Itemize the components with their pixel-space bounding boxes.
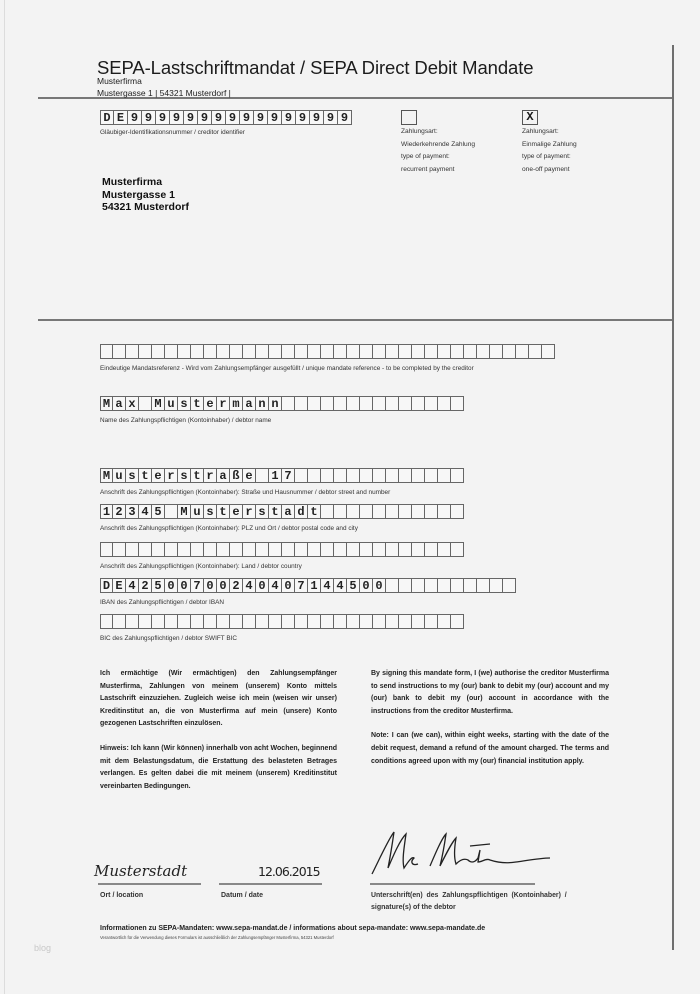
char-box[interactable] bbox=[165, 344, 178, 359]
char-box[interactable] bbox=[516, 344, 529, 359]
char-box[interactable] bbox=[282, 614, 295, 629]
char-box[interactable]: m bbox=[230, 396, 243, 411]
char-box[interactable] bbox=[477, 578, 490, 593]
char-box[interactable] bbox=[334, 504, 347, 519]
char-box[interactable] bbox=[412, 344, 425, 359]
char-box[interactable] bbox=[269, 344, 282, 359]
char-box[interactable] bbox=[399, 542, 412, 557]
char-box[interactable] bbox=[360, 614, 373, 629]
char-box[interactable]: s bbox=[256, 504, 269, 519]
char-box[interactable]: x bbox=[126, 396, 139, 411]
char-box[interactable]: n bbox=[256, 396, 269, 411]
char-box[interactable] bbox=[165, 614, 178, 629]
mandate-authorisation-de: Ich ermächtige (Wir ermächtigen) den Zahlungsempfänger Musterfirma, Zahlungen von meinem (unserem) Konto mittels Lastschrift einzuziehen. Zugleich weise ich mein (weisen wir unser) Kreditinstitut an, die von Musterfirma auf mein (unsere) Konto gezogenen Lastschriften einzulösen. bbox=[100, 670, 337, 728]
char-box[interactable]: M bbox=[100, 396, 113, 411]
char-box[interactable]: 0 bbox=[282, 578, 295, 593]
char-box[interactable]: 2 bbox=[139, 578, 152, 593]
char-box[interactable]: e bbox=[243, 468, 256, 483]
section-divider bbox=[38, 319, 673, 321]
char-box[interactable]: 9 bbox=[212, 110, 226, 125]
mandate-reference-label: Eindeutige Mandatsreferenz - Wird vom Zahlungsempfänger ausgefüllt / unique mandate reference - to be completed by the creditor bbox=[100, 365, 474, 372]
char-box[interactable] bbox=[113, 542, 126, 557]
char-box[interactable] bbox=[399, 396, 412, 411]
char-box[interactable] bbox=[165, 504, 178, 519]
debtor-street-label: Anschrift des Zahlungspflichtigen (Kontoinhaber): Straße und Hausnummer / debtor street and number bbox=[100, 489, 391, 496]
payment-type-value-en: recurrent payment bbox=[401, 165, 455, 173]
char-box[interactable]: a bbox=[113, 396, 126, 411]
char-box[interactable] bbox=[438, 344, 451, 359]
char-box[interactable] bbox=[308, 614, 321, 629]
char-box[interactable] bbox=[230, 344, 243, 359]
char-box[interactable] bbox=[321, 614, 334, 629]
char-box[interactable] bbox=[139, 614, 152, 629]
char-box[interactable] bbox=[451, 578, 464, 593]
location-value[interactable]: Musterstadt bbox=[94, 862, 188, 880]
char-box[interactable] bbox=[139, 396, 152, 411]
mandate-text-german bbox=[100, 668, 337, 805]
char-box[interactable] bbox=[386, 614, 399, 629]
char-box[interactable] bbox=[360, 344, 373, 359]
payment-type-label-de: Zahlungsart: bbox=[522, 128, 559, 135]
header-company-address: Mustergasse 1 | 54321 Musterdorf | bbox=[97, 88, 231, 98]
char-box[interactable] bbox=[373, 542, 386, 557]
char-box[interactable]: s bbox=[204, 504, 217, 519]
debtor-name-field[interactable] bbox=[100, 396, 464, 411]
char-box[interactable]: 9 bbox=[156, 110, 170, 125]
footer-fineprint: Verantwortlich für die Verwendung dieses Formulars ist ausschließlich der Zahlungsempfänger Musterfirma, 54321 Musterdorf bbox=[100, 935, 334, 940]
char-box[interactable] bbox=[321, 542, 334, 557]
char-box[interactable] bbox=[360, 468, 373, 483]
char-box[interactable]: ß bbox=[230, 468, 243, 483]
char-box[interactable]: s bbox=[178, 468, 191, 483]
char-box[interactable]: 0 bbox=[256, 578, 269, 593]
right-margin-line bbox=[672, 45, 674, 950]
char-box[interactable]: 9 bbox=[240, 110, 254, 125]
char-box[interactable]: d bbox=[295, 504, 308, 519]
date-value[interactable]: 12.06.2015 bbox=[258, 864, 320, 879]
char-box[interactable]: a bbox=[243, 396, 256, 411]
recurrent-payment-checkbox[interactable] bbox=[401, 110, 417, 125]
char-box[interactable] bbox=[412, 504, 425, 519]
char-box[interactable] bbox=[529, 344, 542, 359]
char-box[interactable]: 9 bbox=[128, 110, 142, 125]
char-box[interactable]: 1 bbox=[100, 504, 113, 519]
char-box[interactable] bbox=[139, 344, 152, 359]
char-box[interactable]: 0 bbox=[360, 578, 373, 593]
char-box[interactable]: 9 bbox=[324, 110, 338, 125]
watermark: blog bbox=[34, 943, 52, 953]
char-box[interactable]: 9 bbox=[198, 110, 212, 125]
char-box[interactable] bbox=[451, 344, 464, 359]
char-box[interactable]: 4 bbox=[139, 504, 152, 519]
char-box[interactable] bbox=[386, 344, 399, 359]
char-box[interactable] bbox=[334, 344, 347, 359]
creditor-identifier-field[interactable] bbox=[100, 110, 352, 125]
one-off-payment-checkbox[interactable]: X bbox=[522, 110, 538, 125]
char-box[interactable]: r bbox=[217, 396, 230, 411]
mandate-note-de: Hinweis: Ich kann (Wir können) innerhalb von acht Wochen, beginnend mit dem Belastungsdatum, die Erstattung des belasteten Betrages verlangen. Es gelten dabei die mit meinem (unserem) Kreditinstitut vereinbarten Bedingungen. bbox=[100, 744, 337, 790]
char-box[interactable] bbox=[477, 344, 490, 359]
char-box[interactable]: E bbox=[113, 578, 126, 593]
char-box[interactable] bbox=[347, 542, 360, 557]
char-box[interactable]: 5 bbox=[152, 504, 165, 519]
char-box[interactable] bbox=[269, 614, 282, 629]
char-box[interactable] bbox=[373, 396, 386, 411]
char-box[interactable]: 7 bbox=[295, 578, 308, 593]
char-box[interactable] bbox=[412, 396, 425, 411]
signature-line bbox=[370, 883, 535, 885]
char-box[interactable]: 4 bbox=[269, 578, 282, 593]
char-box[interactable] bbox=[360, 504, 373, 519]
debtor-city-label: Anschrift des Zahlungspflichtigen (Kontoinhaber): PLZ und Ort / debtor postal code and city bbox=[100, 525, 358, 532]
char-box[interactable] bbox=[386, 504, 399, 519]
location-line bbox=[98, 883, 201, 885]
char-box[interactable] bbox=[503, 344, 516, 359]
signature-label-line1: Unterschrift(en) des Zahlungspflichtigen (Kontoinhaber) / bbox=[371, 892, 567, 899]
char-box[interactable] bbox=[152, 614, 165, 629]
char-box[interactable] bbox=[399, 578, 412, 593]
char-box[interactable]: s bbox=[178, 396, 191, 411]
mandate-text-english bbox=[371, 668, 609, 780]
char-box[interactable] bbox=[503, 578, 516, 593]
char-box[interactable]: u bbox=[165, 396, 178, 411]
char-box[interactable] bbox=[243, 542, 256, 557]
payment-type-value-de: Wiederkehrende Zahlung bbox=[401, 140, 476, 148]
char-box[interactable]: 7 bbox=[191, 578, 204, 593]
char-box[interactable] bbox=[373, 504, 386, 519]
creditor-identifier-label: Gläubiger-Identifikationsnummer / creditor identifier bbox=[100, 129, 245, 136]
char-box[interactable] bbox=[256, 614, 269, 629]
char-box[interactable]: s bbox=[126, 468, 139, 483]
char-box[interactable]: e bbox=[204, 396, 217, 411]
char-box[interactable] bbox=[438, 504, 451, 519]
char-box[interactable]: 9 bbox=[296, 110, 310, 125]
char-box[interactable] bbox=[126, 542, 139, 557]
char-box[interactable] bbox=[438, 578, 451, 593]
char-box[interactable] bbox=[100, 344, 113, 359]
char-box[interactable] bbox=[295, 542, 308, 557]
char-box[interactable]: a bbox=[282, 504, 295, 519]
char-box[interactable]: t bbox=[217, 504, 230, 519]
char-box[interactable] bbox=[126, 614, 139, 629]
creditor-street: Mustergasse 1 bbox=[102, 188, 175, 201]
char-box[interactable] bbox=[425, 542, 438, 557]
char-box[interactable] bbox=[204, 542, 217, 557]
char-box[interactable] bbox=[347, 614, 360, 629]
char-box[interactable]: e bbox=[230, 504, 243, 519]
char-box[interactable] bbox=[347, 344, 360, 359]
char-box[interactable] bbox=[282, 396, 295, 411]
char-box[interactable] bbox=[360, 396, 373, 411]
char-box[interactable]: 2 bbox=[230, 578, 243, 593]
one-off-payment-label bbox=[522, 126, 577, 176]
char-box[interactable] bbox=[386, 468, 399, 483]
char-box[interactable] bbox=[490, 578, 503, 593]
char-box[interactable] bbox=[347, 504, 360, 519]
char-box[interactable]: 9 bbox=[268, 110, 282, 125]
char-box[interactable] bbox=[386, 578, 399, 593]
char-box[interactable] bbox=[386, 542, 399, 557]
char-box[interactable] bbox=[230, 614, 243, 629]
char-box[interactable] bbox=[373, 614, 386, 629]
char-box[interactable] bbox=[360, 542, 373, 557]
char-box[interactable] bbox=[204, 614, 217, 629]
char-box[interactable] bbox=[399, 468, 412, 483]
mandate-reference-field[interactable] bbox=[100, 344, 555, 359]
char-box[interactable] bbox=[100, 542, 113, 557]
char-box[interactable]: 5 bbox=[152, 578, 165, 593]
char-box[interactable] bbox=[412, 542, 425, 557]
char-box[interactable]: M bbox=[100, 468, 113, 483]
payment-type-value-de: Einmalige Zahlung bbox=[522, 140, 577, 148]
char-box[interactable]: t bbox=[269, 504, 282, 519]
debtor-signature[interactable] bbox=[370, 828, 555, 880]
char-box[interactable]: n bbox=[269, 396, 282, 411]
date-line bbox=[219, 883, 322, 885]
char-box[interactable] bbox=[243, 614, 256, 629]
char-box[interactable] bbox=[113, 614, 126, 629]
char-box[interactable]: 1 bbox=[308, 578, 321, 593]
char-box[interactable]: r bbox=[243, 504, 256, 519]
char-box[interactable] bbox=[451, 542, 464, 557]
char-box[interactable] bbox=[399, 344, 412, 359]
creditor-city: 54321 Musterdorf bbox=[102, 201, 189, 213]
char-box[interactable]: 0 bbox=[217, 578, 230, 593]
char-box[interactable] bbox=[178, 614, 191, 629]
char-box[interactable]: 0 bbox=[178, 578, 191, 593]
char-box[interactable] bbox=[295, 396, 308, 411]
char-box[interactable]: 7 bbox=[282, 468, 295, 483]
char-box[interactable] bbox=[191, 344, 204, 359]
page-title: SEPA-Lastschriftmandat / SEPA Direct Debit Mandate bbox=[97, 57, 534, 78]
char-box[interactable] bbox=[373, 468, 386, 483]
char-box[interactable] bbox=[191, 542, 204, 557]
char-box[interactable]: e bbox=[152, 468, 165, 483]
char-box[interactable] bbox=[412, 468, 425, 483]
char-box[interactable]: 5 bbox=[347, 578, 360, 593]
char-box[interactable] bbox=[308, 468, 321, 483]
char-box[interactable]: t bbox=[139, 468, 152, 483]
debtor-street-field[interactable] bbox=[100, 468, 464, 483]
char-box[interactable] bbox=[373, 344, 386, 359]
char-box[interactable]: 0 bbox=[373, 578, 386, 593]
char-box[interactable] bbox=[269, 542, 282, 557]
footer-info: Informationen zu SEPA-Mandaten: www.sepa-mandat.de / informations about sepa-mandate: www.sepa-mandate.de bbox=[100, 925, 486, 932]
recurrent-payment-label bbox=[401, 126, 475, 176]
page-left-edge bbox=[4, 0, 5, 994]
char-box[interactable] bbox=[295, 614, 308, 629]
char-box[interactable] bbox=[464, 344, 477, 359]
char-box[interactable] bbox=[347, 396, 360, 411]
char-box[interactable] bbox=[165, 542, 178, 557]
char-box[interactable] bbox=[295, 344, 308, 359]
char-box[interactable] bbox=[425, 468, 438, 483]
char-box[interactable]: 4 bbox=[243, 578, 256, 593]
char-box[interactable] bbox=[334, 396, 347, 411]
char-box[interactable] bbox=[126, 344, 139, 359]
location-label: Ort / location bbox=[100, 892, 144, 899]
char-box[interactable] bbox=[334, 614, 347, 629]
char-box[interactable]: 4 bbox=[334, 578, 347, 593]
char-box[interactable] bbox=[347, 468, 360, 483]
char-box[interactable]: t bbox=[191, 396, 204, 411]
char-box[interactable] bbox=[451, 614, 464, 629]
char-box[interactable] bbox=[191, 614, 204, 629]
char-box[interactable]: D bbox=[100, 110, 114, 125]
payment-type-label-de: Zahlungsart: bbox=[401, 128, 438, 135]
char-box[interactable] bbox=[243, 344, 256, 359]
char-box[interactable] bbox=[321, 396, 334, 411]
debtor-country-label: Anschrift des Zahlungspflichtigen (Kontoinhaber): Land / debtor country bbox=[100, 563, 302, 570]
char-box[interactable]: r bbox=[204, 468, 217, 483]
char-box[interactable] bbox=[438, 614, 451, 629]
char-box[interactable] bbox=[451, 468, 464, 483]
mandate-note-en: Note: I can (we can), within eight weeks, starting with the date of the debit request, demand a refund of the amount charged. The terms and conditions agreed upon with my (our) financial institution apply. bbox=[371, 732, 609, 765]
char-box[interactable] bbox=[178, 344, 191, 359]
char-box[interactable] bbox=[425, 504, 438, 519]
char-box[interactable]: 9 bbox=[170, 110, 184, 125]
char-box[interactable] bbox=[308, 344, 321, 359]
char-box[interactable]: a bbox=[217, 468, 230, 483]
char-box[interactable] bbox=[282, 344, 295, 359]
debtor-bic-label: BIC des Zahlungspflichtigen / debtor SWIFT BIC bbox=[100, 635, 237, 642]
char-box[interactable] bbox=[321, 504, 334, 519]
char-box[interactable] bbox=[425, 396, 438, 411]
mandate-authorisation-en: By signing this mandate form, I (we) authorise the creditor Musterfirma to send instructions to my (our) bank to debit my (our) account and my (our) bank to debit my (our) account in accordance with the instructions from the creditor Musterfirma. bbox=[371, 670, 609, 715]
char-box[interactable]: 0 bbox=[165, 578, 178, 593]
char-box[interactable] bbox=[139, 542, 152, 557]
char-box[interactable] bbox=[204, 344, 217, 359]
char-box[interactable] bbox=[100, 614, 113, 629]
char-box[interactable]: 4 bbox=[321, 578, 334, 593]
char-box[interactable] bbox=[308, 542, 321, 557]
char-box[interactable]: 0 bbox=[204, 578, 217, 593]
char-box[interactable]: 9 bbox=[184, 110, 198, 125]
char-box[interactable] bbox=[282, 542, 295, 557]
char-box[interactable]: D bbox=[100, 578, 113, 593]
char-box[interactable] bbox=[256, 468, 269, 483]
char-box[interactable] bbox=[230, 542, 243, 557]
debtor-name-label: Name des Zahlungspflichtigen (Kontoinhaber) / debtor name bbox=[100, 417, 272, 424]
char-box[interactable] bbox=[308, 396, 321, 411]
char-box[interactable] bbox=[178, 542, 191, 557]
char-box[interactable]: M bbox=[178, 504, 191, 519]
debtor-city-field[interactable] bbox=[100, 504, 464, 519]
char-box[interactable] bbox=[425, 614, 438, 629]
char-box[interactable]: E bbox=[114, 110, 128, 125]
creditor-name: Musterfirma bbox=[102, 176, 163, 188]
char-box[interactable] bbox=[256, 344, 269, 359]
char-box[interactable] bbox=[542, 344, 555, 359]
payment-type-label-en: type of payment: bbox=[401, 153, 450, 160]
char-box[interactable]: t bbox=[308, 504, 321, 519]
char-box[interactable] bbox=[321, 468, 334, 483]
header-company: Musterfirma bbox=[97, 76, 142, 86]
signature-label-line2: signature(s) of the debtor bbox=[371, 904, 456, 911]
char-box[interactable] bbox=[451, 504, 464, 519]
char-box[interactable]: M bbox=[152, 396, 165, 411]
debtor-iban-label: IBAN des Zahlungspflichtigen / debtor IBAN bbox=[100, 599, 224, 606]
date-label: Datum / date bbox=[221, 892, 264, 899]
char-box[interactable] bbox=[113, 344, 126, 359]
char-box[interactable] bbox=[152, 344, 165, 359]
char-box[interactable] bbox=[425, 344, 438, 359]
debtor-bic-field[interactable] bbox=[100, 614, 464, 629]
payment-type-value-en: one-off payment bbox=[522, 165, 570, 173]
creditor-address bbox=[102, 176, 189, 214]
char-box[interactable] bbox=[451, 396, 464, 411]
char-box[interactable]: u bbox=[113, 468, 126, 483]
char-box[interactable] bbox=[152, 542, 165, 557]
char-box[interactable]: r bbox=[165, 468, 178, 483]
char-box[interactable] bbox=[490, 344, 503, 359]
char-box[interactable] bbox=[399, 614, 412, 629]
char-box[interactable]: 9 bbox=[310, 110, 324, 125]
char-box[interactable] bbox=[256, 542, 269, 557]
char-box[interactable] bbox=[464, 578, 477, 593]
char-box[interactable]: 1 bbox=[269, 468, 282, 483]
debtor-iban-field[interactable] bbox=[100, 578, 516, 593]
char-box[interactable] bbox=[425, 578, 438, 593]
char-box[interactable] bbox=[412, 614, 425, 629]
char-box[interactable]: 9 bbox=[142, 110, 156, 125]
char-box[interactable] bbox=[386, 396, 399, 411]
char-box[interactable] bbox=[438, 396, 451, 411]
char-box[interactable] bbox=[295, 468, 308, 483]
char-box[interactable] bbox=[217, 344, 230, 359]
char-box[interactable] bbox=[438, 468, 451, 483]
char-box[interactable] bbox=[438, 542, 451, 557]
debtor-country-field[interactable] bbox=[100, 542, 464, 557]
char-box[interactable] bbox=[334, 468, 347, 483]
char-box[interactable] bbox=[321, 344, 334, 359]
char-box[interactable]: 9 bbox=[282, 110, 296, 125]
char-box[interactable] bbox=[217, 614, 230, 629]
char-box[interactable]: 2 bbox=[113, 504, 126, 519]
char-box[interactable] bbox=[217, 542, 230, 557]
char-box[interactable]: 9 bbox=[338, 110, 352, 125]
char-box[interactable]: 3 bbox=[126, 504, 139, 519]
char-box[interactable]: u bbox=[191, 504, 204, 519]
char-box[interactable] bbox=[334, 542, 347, 557]
char-box[interactable]: 4 bbox=[126, 578, 139, 593]
char-box[interactable]: 9 bbox=[254, 110, 268, 125]
payment-type-label-en: type of payment: bbox=[522, 153, 571, 160]
char-box[interactable]: t bbox=[191, 468, 204, 483]
char-box[interactable] bbox=[399, 504, 412, 519]
char-box[interactable] bbox=[412, 578, 425, 593]
char-box[interactable]: 9 bbox=[226, 110, 240, 125]
